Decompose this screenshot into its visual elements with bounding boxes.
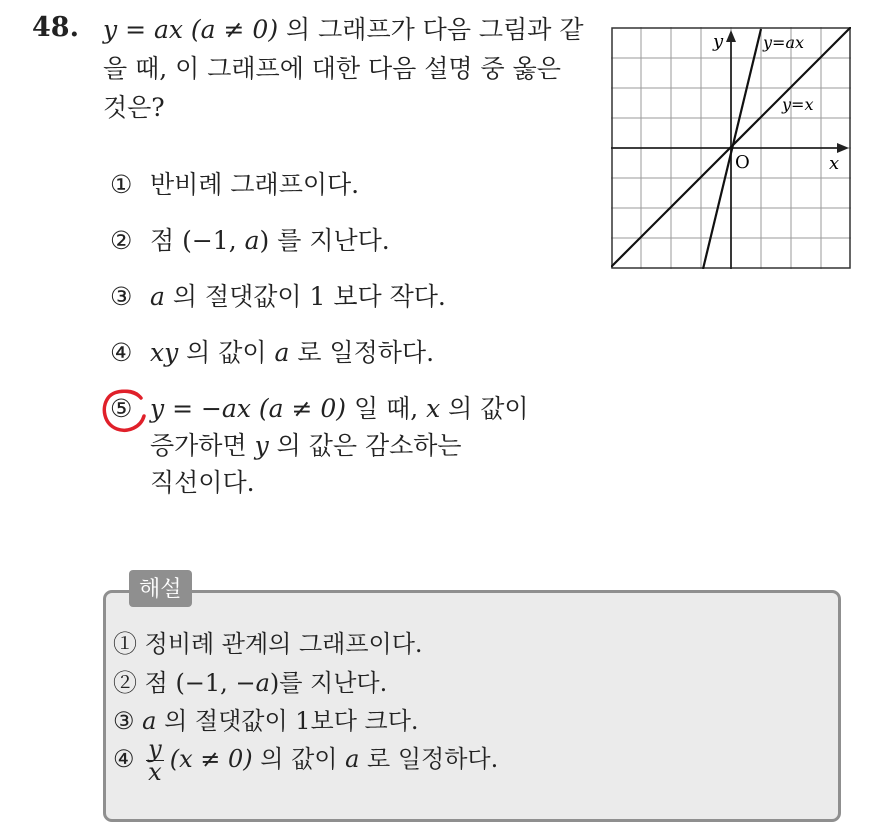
answer-circle-mark (101, 388, 151, 434)
option-text-post: 의 값이 (440, 394, 529, 423)
option-line2-post: 의 값은 감소하는 (268, 431, 462, 460)
option-text: 반비례 그래프이다. (150, 170, 360, 199)
explanation-text: ① 정비례 관계의 그래프이다. (113, 630, 423, 658)
option-text-post: ) 를 지난다. (259, 226, 390, 255)
option-var: a (150, 282, 165, 311)
explanation-item-1 (113, 626, 423, 662)
option-var2: a (274, 338, 290, 367)
y-axis-arrow-icon (726, 30, 736, 42)
option-var: xy (150, 338, 179, 367)
line-y-equals-ax (703, 29, 761, 269)
option-text-post: 로 일정하다. (289, 338, 435, 367)
explanation-item-3 (113, 703, 419, 739)
explanation-text-pre: ④ (113, 745, 143, 773)
option-text-mid: 의 값이 (178, 338, 275, 367)
option-number: ④ (110, 338, 133, 367)
option-line2-var: y (254, 431, 269, 460)
question-condition: (a ≠ 0) (190, 15, 279, 44)
option-5[interactable] (110, 390, 529, 497)
explanation-var: a (345, 745, 360, 773)
graph (611, 27, 851, 269)
option-number: ② (110, 226, 133, 255)
explanation-tag: 해설 (129, 570, 192, 607)
x-axis-arrow-icon (837, 143, 849, 153)
option-equation: y = −ax (a ≠ 0) (150, 394, 347, 423)
fraction-denominator: x (148, 758, 162, 786)
line-x-label: y=x (782, 95, 814, 114)
option-3[interactable] (110, 278, 446, 315)
explanation-var: a (255, 669, 270, 697)
explanation-var: a (142, 707, 157, 735)
option-1[interactable] (110, 166, 359, 203)
option-var: x (426, 394, 441, 423)
option-text-pre: 점 (−1, (150, 226, 245, 255)
explanation-text-post: 의 절댓값이 1보다 크다. (156, 707, 419, 735)
y-axis-label: y (713, 31, 724, 52)
option-number: ① (110, 170, 133, 199)
origin-label: O (735, 152, 750, 173)
question-number: 48. (32, 12, 79, 43)
explanation-text-pre: ③ (113, 707, 143, 735)
question-text-line3: 것은? (103, 93, 165, 122)
option-continuation (150, 427, 462, 501)
option-2[interactable] (110, 222, 390, 259)
option-var: a (244, 226, 260, 255)
option-number: ⑤ (110, 394, 133, 423)
explanation-text-post: )를 지난다. (269, 669, 388, 697)
option-line3: 직선이다. (150, 468, 255, 497)
option-4[interactable] (110, 334, 434, 371)
question-text-line2: 을 때, 이 그래프에 대한 다음 설명 중 옳은 (103, 54, 561, 83)
question-equation: y = ax (103, 15, 183, 44)
question-text-line1: 의 그래프가 다음 그림과 같 (278, 15, 584, 44)
question-text (103, 10, 593, 127)
option-number: ③ (110, 282, 133, 311)
option-text-mid: 일 때, (346, 394, 427, 423)
option-line2-pre: 증가하면 (150, 431, 255, 460)
explanation-condition: (x ≠ 0) (169, 745, 253, 773)
explanation-item-4 (113, 735, 499, 786)
option-text-post: 의 절댓값이 1 보다 작다. (164, 282, 446, 311)
fraction-numerator: y (148, 735, 162, 763)
explanation-item-2 (113, 665, 387, 701)
explanation-text-pre: ② 점 (−1, − (113, 669, 256, 697)
explanation-text-mid: 의 값이 (252, 745, 346, 773)
fraction-y-over-x (146, 735, 164, 786)
explanation-text-post: 로 일정하다. (359, 745, 499, 773)
x-axis-label: x (829, 153, 840, 174)
line-ax-label: y=ax (763, 33, 805, 52)
